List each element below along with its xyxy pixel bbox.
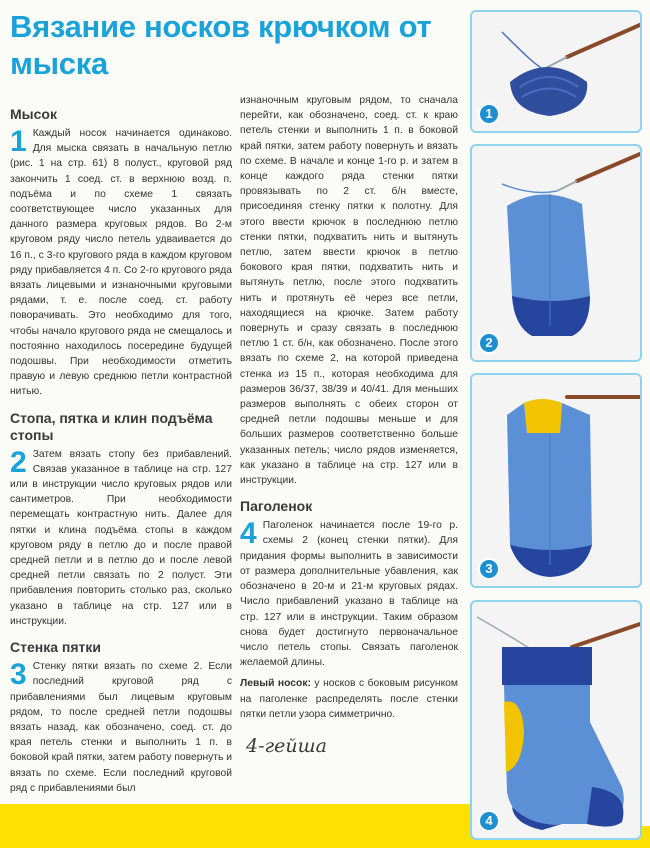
paragraph-stenka [10,659,232,796]
signature: 4-гейша [246,735,327,757]
paragraph-mysok [10,126,232,400]
heading-stopa: Стопа, пятка и клин подъёма стопы [10,409,213,443]
left-sock-text: у носков с боковым рисунком на паголенке распределять после стенки пятки петли узора симметрично. [240,678,458,720]
heading-mysok: Мысок [10,106,57,122]
page-title: Вязание носков крючком от мыска [10,9,432,81]
left-sock-lead: Левый носок: [240,678,311,690]
photo-badge-4: 4 [478,810,500,832]
finished-sock-image [472,602,640,838]
step-number-4: 4 [240,517,257,551]
step-number-3: 3 [10,658,27,692]
heading-pagolenok: Паголенок [240,498,313,515]
photo-step-1 [470,10,642,133]
text-mysok: Каждый носок начинается одинаково. Для мыска связать в начальную петлю (рис. 1 на стр. 61) 8 полуст., круговой ряд закончить 1 соед. ст. в верхнюю возд. п. подъёма и по схеме 1 связать соответствующее число указанных для данного размера круговых рядов. Во 2-м круговом ряду число петель удваивается до 16 п., с 3-го кругового ряда в каждом круговом ряду прибавляется 4 п. Со 2-го кругового ряда вязать лицевыми и изнаночными круговыми рядами, т. е. после соед. ст. работу поворачивать. Это необходимо для того, чтобы начало кругового ряда не смещалось и постоянно находилось посередине будущей подошвы. При необходимости отметить правую и левую среднюю петли контрастной нитью. [10,128,232,398]
middle-column [240,93,458,722]
step-number-1: 1 [10,125,27,158]
paragraph-stopa [10,447,232,629]
photo-step-3 [470,373,642,588]
paragraph-pagolenok [240,518,458,670]
yellow-band [0,804,470,848]
photo-step-4 [470,600,642,840]
sock-heel-image [472,375,640,586]
step-number-2: 2 [10,445,27,479]
text-stopa: Затем вязать стопу без прибавлений. Связав указанное в таблице на стр. 127 или в инструкции число круговых рядов или сантиметров. При необходимости перемещать контрастную нить. Далее для пятки и клина подъёма стопы в каждом круговом ряду в петлю до и после правой средней петли и в петлю до и после левой средней петли связать по 2 полуст. Эти прибавления повторить столько раз, сколько указано в таблице на стр. 127 или в инструкции. [10,448,232,627]
left-column [10,102,232,796]
photo-badge-1: 1 [478,103,500,125]
photo-badge-2: 2 [478,332,500,354]
photo-step-2 [470,144,642,362]
text-pagolenok: Паголенок начинается после 19-го р. схемы 2 (конец стенки пятки). Для придания формы выполнить в зависимости от размера дополнительные убавления, как обозначено в 20-м и 21-м круговых рядах. Число прибавлений указано в таблице на стр. 127 или в инструкции. Таким образом снова будет достигнуто первоначальное число петель стопы. Связать паголенок желаемой длины. [240,520,458,669]
paragraph-continued: изнаночным круговым рядом, то сначала перейти, как обозначено, соед. ст. к краю петель стенки и выполнить 1 п. в боковой край пятки, затем работу повернуть и вязать по схеме. В начале и конце 1-го р. и затем в конце каждого ряда стенки пятки провязывать по 2 ст. б/н вместе, присоединяя стенку пятки к полотну. Для этого ввести крючок в последнюю петлю стенки пятки, подхватить нить и вытянуть петлю, затем ввести крючок в петлю бокового края пятки, подхватить нить и вытянуть петлю, после этого подхватить нить и протянуть её через все петли, находящиеся на крючке. Затем работу повернуть и сразу связать в последнюю петлю 1 ст. б/н, как обозначено. После этого вязать по схеме 2, на которой приведена стенка из 15 п., которая необходима для размеров 36/37, 38/39 и 40/41. Для меньших размеров выполнять с обеих сторон от средней петли подошвы меньше и для больших размеров соответственно больше указанных петель; число рядов изменяется, как указано в таблице на стр. 127 или в инструкции. [240,95,458,487]
text-stenka: Стенку пятки вязать по схеме 2. Если последний круговой ряд с прибавлениями был лицевым круговым рядом, то после средней петли подошвы вязать назад, как обозначено, соед. ст. до края петель стенки и выполнить 1 п. в боковой край пятки, затем работу повернуть и вязать по схеме. Если последний круговой ряд с прибавлениями был [10,661,232,794]
heading-stenka: Стенка пятки [10,639,101,656]
paragraph-left-sock [240,676,458,722]
sock-foot-image [472,146,640,360]
photo-badge-3: 3 [478,558,500,580]
